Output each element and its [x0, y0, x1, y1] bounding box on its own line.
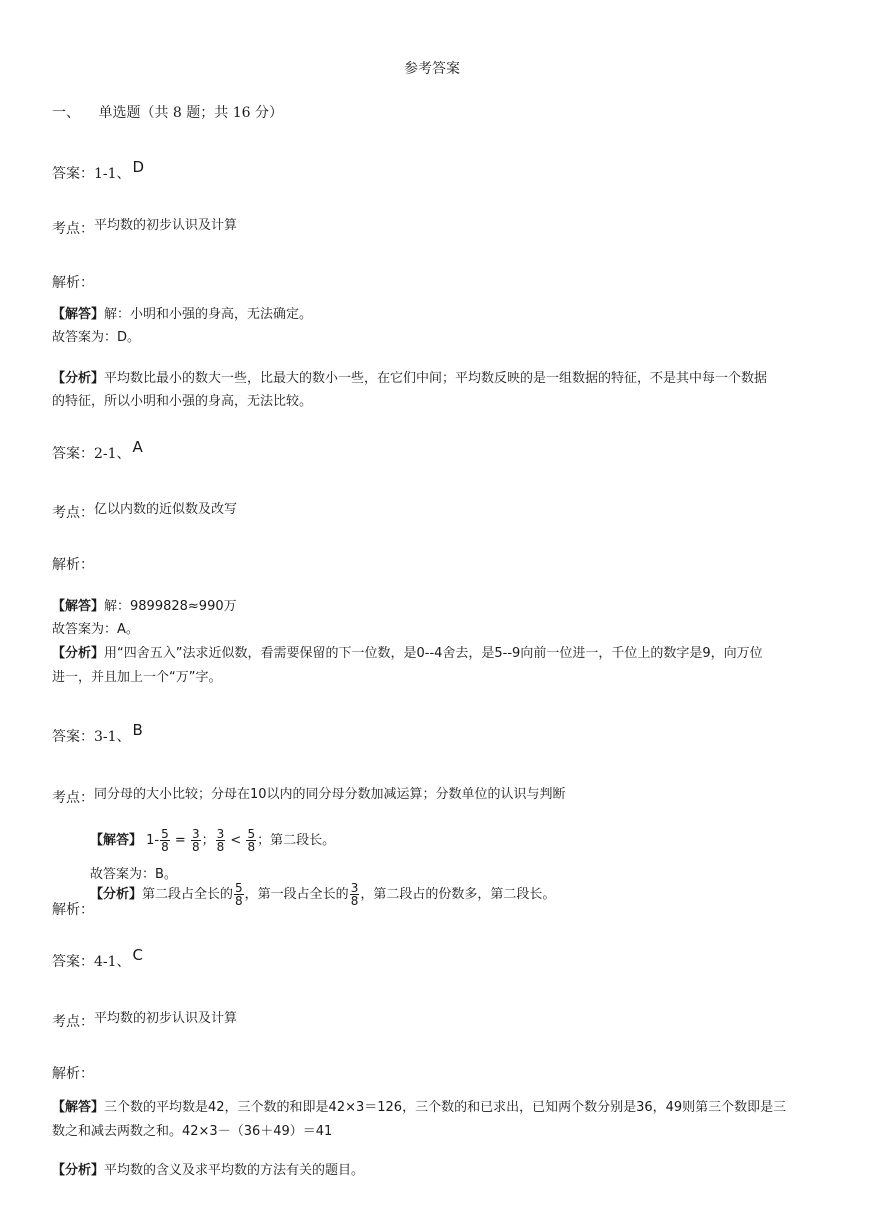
fenxi-3: [90, 882, 555, 907]
jieda-1: [52, 303, 312, 322]
jieda-end: ；第二段长。: [257, 833, 336, 848]
conclusion-2: 故答案为：A。: [52, 622, 139, 637]
fenxi-1-line1: [52, 367, 767, 386]
answer-line-2: [52, 438, 143, 463]
kaodian-line-2: [52, 502, 237, 522]
fenxi-text: 平均数的含义及求平均数的方法有关的题目。: [104, 1163, 365, 1178]
answer-line-1: [52, 158, 145, 183]
fenxi-4: [52, 1159, 364, 1178]
answer-label: 答案：: [52, 166, 94, 182]
fenxi-label: 【分析】: [52, 1163, 105, 1178]
fraction: $\frac{5}{8}$: [235, 881, 243, 908]
jiexi-label-3: 解析：: [52, 902, 94, 918]
kaodian-text: 平均数的初步认识及计算: [94, 1011, 238, 1026]
jieda-label: 【解答】: [52, 307, 105, 322]
fenxi-text: 用“四舍五入”法求近似数，看需要保留的下一位数，是0--4舍去，是5--9向前一位进一，千位上的数字是9，向万位: [104, 646, 763, 661]
fenxi-label: 【分析】: [90, 887, 143, 902]
kaodian-text: 平均数的初步认识及计算: [94, 218, 238, 233]
separator: ；: [201, 833, 215, 848]
question-number: 4-1、: [94, 954, 131, 970]
kaodian-line-3: [52, 787, 566, 807]
jieda-3: [90, 828, 335, 853]
kaodian-line-1: [52, 218, 237, 238]
section-number: 一、: [52, 105, 80, 121]
fenxi-label: 【分析】: [52, 371, 105, 386]
fenxi-2-line2: 进一，并且加上一个“万”字。: [52, 670, 222, 685]
jieda-4-line1: [52, 1096, 786, 1115]
fraction: $\frac{5}{8}$: [161, 827, 169, 854]
question-number: 3-1、: [94, 729, 131, 745]
conclusion-3: 故答案为：B。: [90, 867, 177, 882]
fenxi-1-line2: 的特征，所以小明和小强的身高，无法比较。: [52, 394, 313, 409]
answer-choice: C: [132, 946, 144, 964]
question-number: 1-1、: [94, 166, 131, 182]
fraction: $\frac{3}{8}$: [350, 881, 359, 908]
less-than-sign: <: [230, 833, 242, 848]
jiexi-label-4: 解析：: [52, 1066, 94, 1082]
kaodian-text: 同分母的大小比较；分母在10以内的同分母分数加减运算；分数单位的认识与判断: [94, 787, 566, 802]
fraction: $\frac{3}{8}$: [191, 827, 200, 854]
jieda-text: 解：9899828≈990万: [104, 599, 237, 614]
fenxi-text: 平均数比最小的数大一些，比最大的数小一些，在它们中间；平均数反映的是一组数据的特征，不是其中每一个数据: [104, 371, 768, 386]
fenxi-2-line1: [52, 642, 763, 661]
jieda-4-line2: 数之和减去两数之和。42×3－（36＋49）＝41: [52, 1124, 333, 1139]
kaodian-label: 考点：: [52, 505, 94, 521]
conclusion-1: 故答案为：D。: [52, 330, 141, 345]
section-header: [52, 102, 283, 122]
answer-line-3: [52, 721, 143, 746]
jieda-text: 解：小明和小强的身高，无法确定。: [104, 307, 313, 322]
answer-label: 答案：: [52, 954, 94, 970]
kaodian-label: 考点：: [52, 790, 94, 806]
kaodian-line-4: [52, 1011, 237, 1031]
answer-choice: A: [132, 438, 143, 456]
fenxi-text-b: ，第一段占全长的: [244, 887, 349, 902]
answer-choice: B: [132, 721, 143, 739]
page-title: 参考答案: [404, 61, 460, 77]
kaodian-label: 考点：: [52, 1014, 94, 1030]
answer-label: 答案：: [52, 446, 94, 462]
kaodian-label: 考点：: [52, 221, 94, 237]
fraction: $\frac{5}{8}$: [247, 827, 256, 854]
fenxi-label: 【分析】: [52, 646, 105, 661]
jiexi-label-1: 解析：: [52, 275, 94, 291]
jieda-label: 【解答】: [52, 599, 105, 614]
fenxi-text-a: 第二段占全长的: [142, 887, 234, 902]
fraction: $\frac{3}{8}$: [216, 827, 225, 854]
fenxi-text-c: ，第二段占的份数多，第二段长。: [360, 887, 556, 902]
jieda-2: [52, 595, 237, 614]
expr-start: 1-: [146, 833, 160, 848]
question-number: 2-1、: [94, 446, 131, 462]
jieda-label: 【解答】: [52, 1100, 105, 1115]
section-title: 单选题（共 8 题；共 16 分）: [98, 105, 283, 121]
answer-choice: D: [132, 158, 145, 176]
kaodian-text: 亿以内数的近似数及改写: [94, 502, 238, 517]
jieda-label: 【解答】: [90, 833, 143, 848]
jiexi-label-2: 解析：: [52, 557, 94, 573]
equals-sign: =: [174, 833, 186, 848]
jieda-text: 三个数的平均数是42，三个数的和即是42×3＝126，三个数的和已求出，已知两个数分别是36，49则第三个数即是三: [104, 1100, 787, 1115]
answer-label: 答案：: [52, 729, 94, 745]
answer-line-4: [52, 946, 144, 971]
